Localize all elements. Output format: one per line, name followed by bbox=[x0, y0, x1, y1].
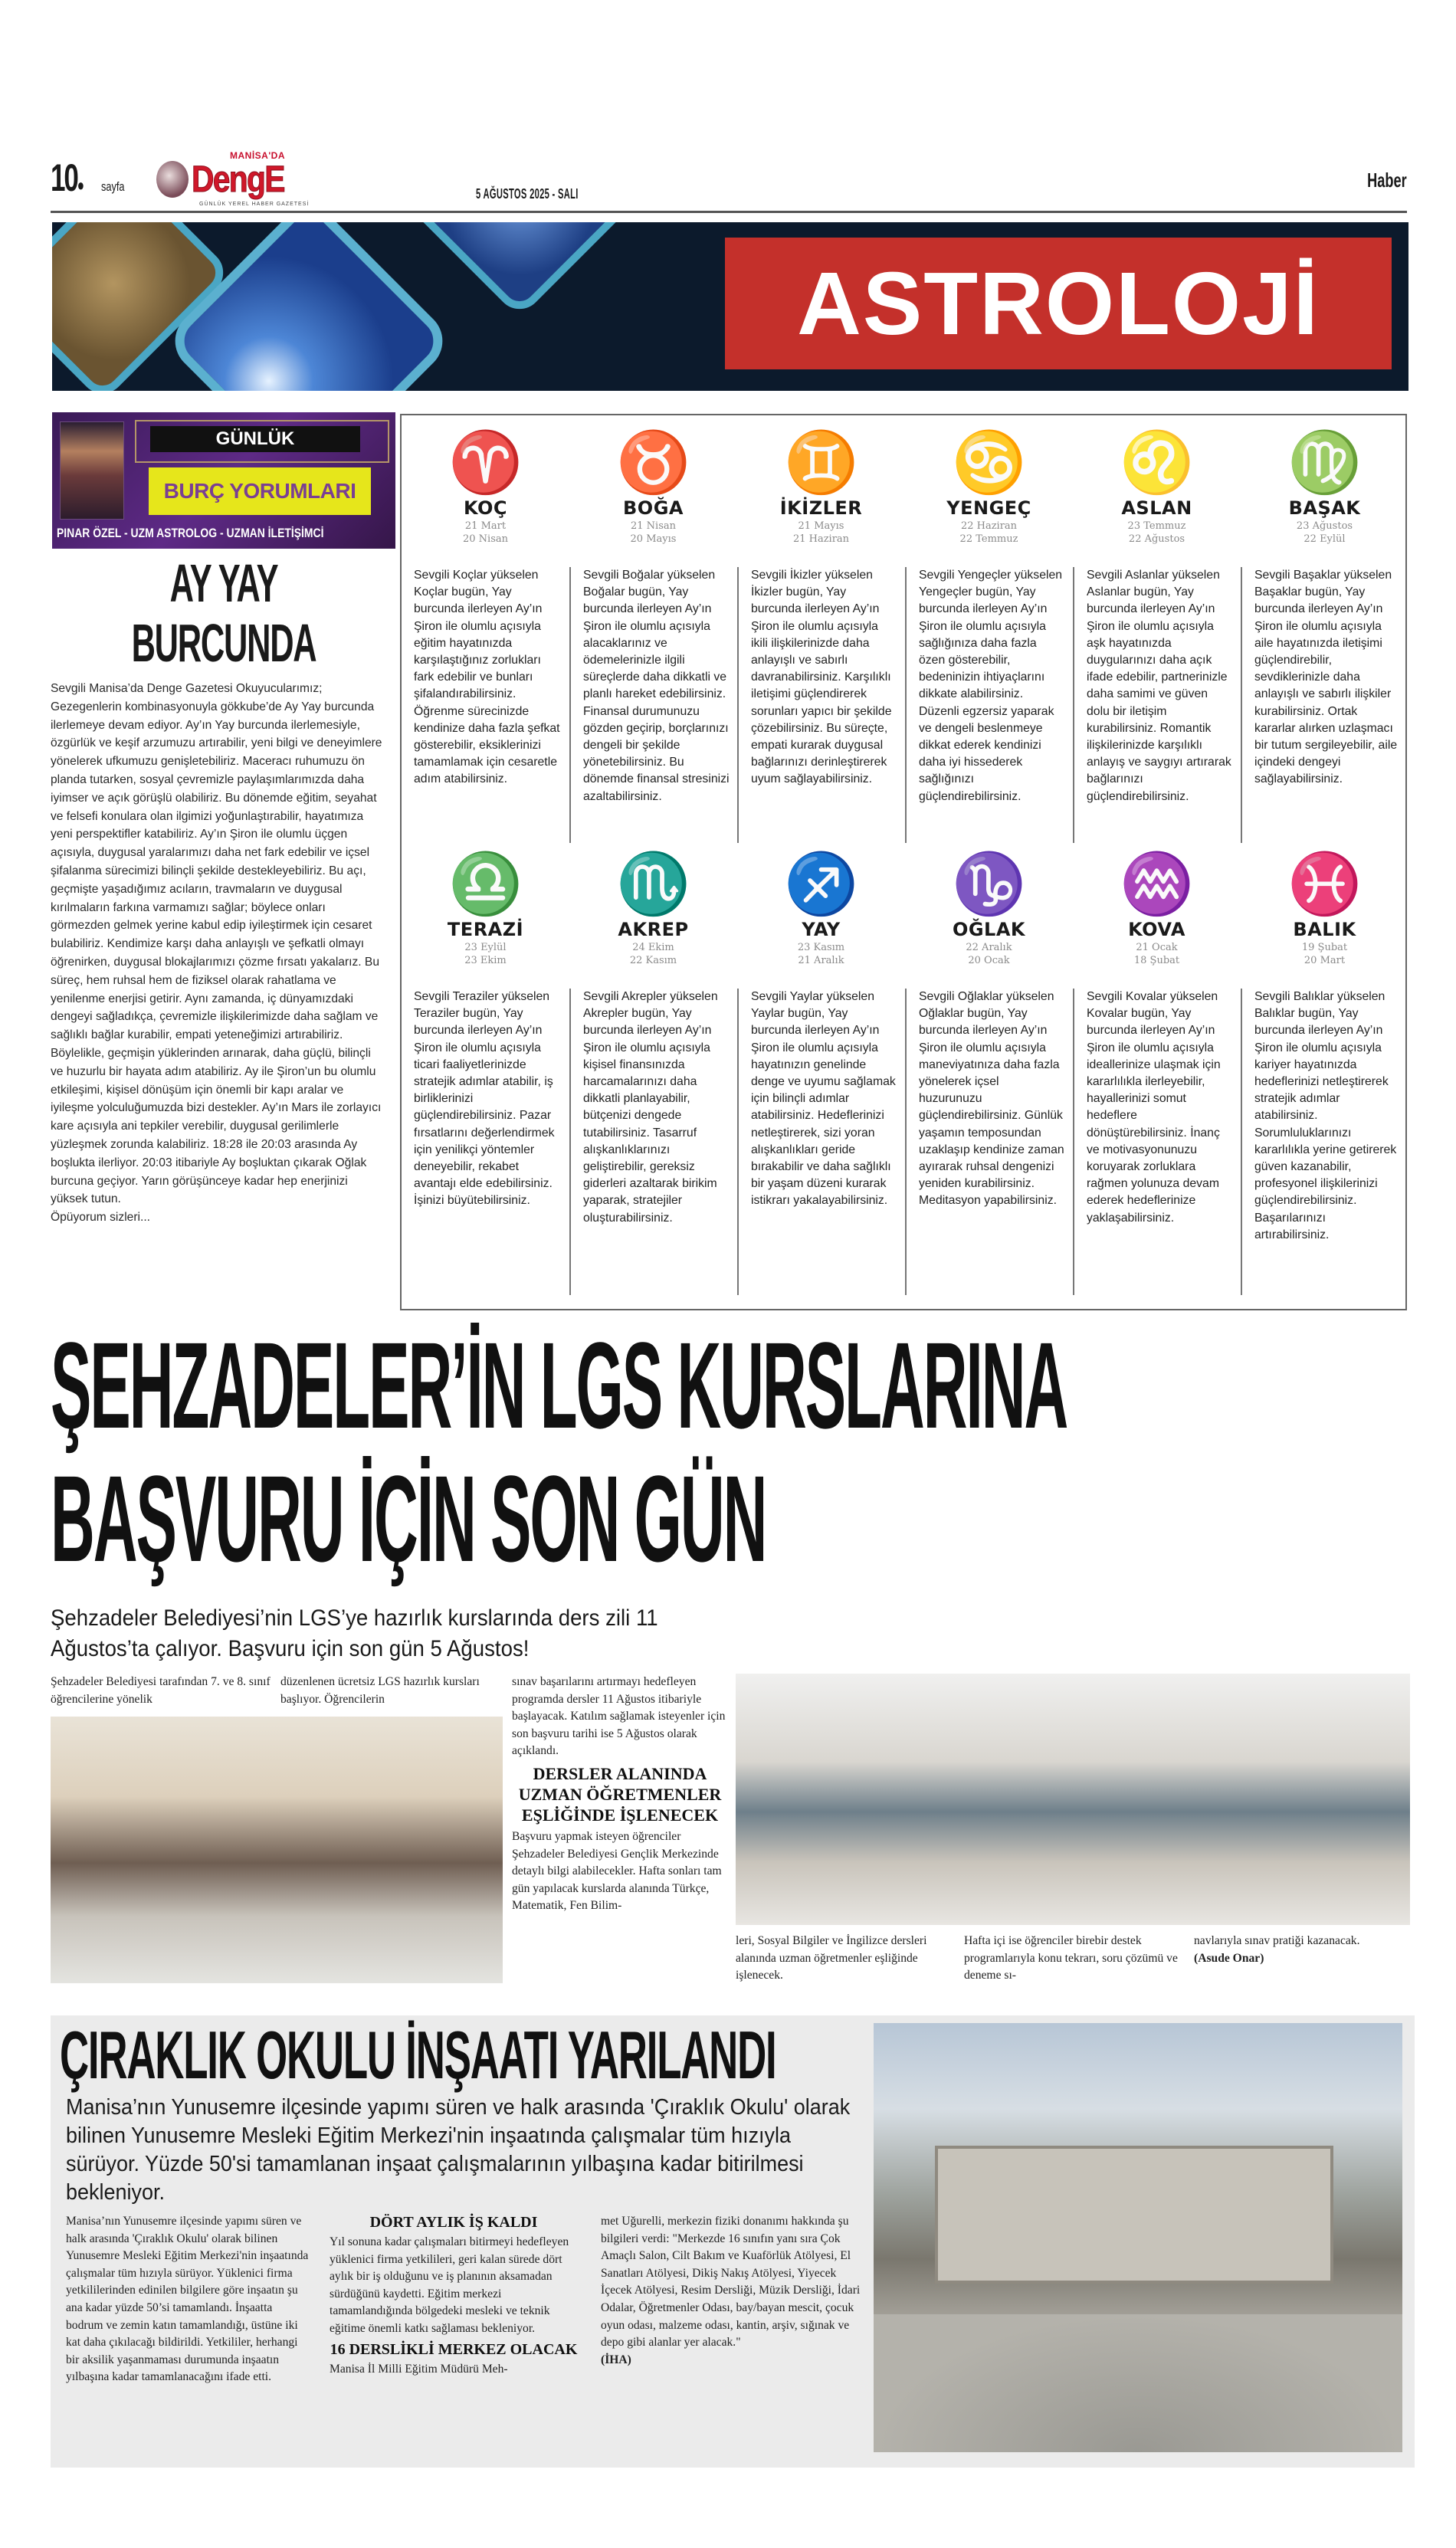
zodiac-forecast-text: Sevgili Koçlar yükselen Koçlar bugün, Yay burcunda ilerleyen Ay’ın Şiron ile olumlu açısıyla eğitim hayatınızda karşılaştığınız zorlukları fark edebilir ve bunları şifalandırabilirsiniz. Öğrenme sürecinizde kendinize daha fazla şefkat gösterebilir, eksiklerinizi tamamlamak için cesaretle adım atabilirsiniz. bbox=[414, 569, 560, 786]
cirak-body-col1: Manisa’nın Yunusemre ilçesinde yapımı süren ve halk arasında 'Çıraklık Okulu' olarak bilinen Yunusemre Mesleki Eğitim Merkezi'nin inşaatında çalışmalar tüm hızıyla sürüyor. Yüklenici firma yetkililerinden edinilen bilgilere göre inşaatın şu ana kadar yüzde 50’si tamamlandı. İnşaatta bodrum ve zemin katın tamamlandığı, üstüne iki kat daha çıkılacağı bildirildi. Yetkililer, herhangi bir aksilik yaşanmaması durumunda inşaatın yılbaşına kadar tamamlanacağını ifade etti. bbox=[66, 2215, 309, 2384]
zodiac-date-to: 21 Aralık bbox=[798, 955, 844, 966]
horoscope-title-line1: AY YAY bbox=[169, 553, 278, 613]
gravel-pile bbox=[874, 2314, 1402, 2452]
horoscope-intro-body bbox=[51, 680, 386, 1308]
daily-horoscope-badge bbox=[52, 412, 395, 549]
lgs-body-col4: leri, Sosyal Bilgiler ve İngilizce dersleri alanında uzman öğretmenler eşliğinde işlenecek. bbox=[736, 1934, 927, 1982]
zodiac-date-from: 23 Ağustos bbox=[1296, 520, 1353, 532]
construction-site-photo bbox=[874, 2023, 1402, 2452]
zodiac-date-from: 24 Ekim bbox=[632, 942, 674, 953]
cirak-middle-column bbox=[330, 2213, 578, 2378]
building-frame bbox=[935, 2146, 1333, 2284]
zodiac-date-from: 23 Kasım bbox=[797, 942, 845, 953]
zodiac-name: ASLAN bbox=[1121, 497, 1192, 519]
zodiac-name: BOĞA bbox=[623, 497, 684, 519]
astroloji-banner bbox=[52, 222, 1408, 391]
zodiac-name: YAY bbox=[802, 919, 841, 940]
capricorn-icon: ♑ bbox=[951, 850, 1027, 917]
libra-icon: ♎ bbox=[448, 850, 523, 917]
cirak-deck: Manisa’nın Yunusemre ilçesinde yapımı süren ve halk arasında 'Çıraklık Okulu' olarak bilinen Yunusemre Mesleki Eğitim Merkezi'nin inşaatında çalışmalar tüm hızıyla sürüyor. Yüzde 50'si tamamlanan inşaat çalışmalarının yılbaşına kadar bitirilmesi bekleniyor. bbox=[66, 2095, 851, 2205]
banner-title: ASTROLOJİ bbox=[797, 254, 1320, 353]
zodiac-name: YENGEÇ bbox=[946, 497, 1031, 519]
badge-top-label: GÜNLÜK bbox=[150, 426, 360, 452]
zodiac-date-from: 22 Aralık bbox=[966, 942, 1012, 953]
zodiac-name: KOVA bbox=[1128, 919, 1185, 940]
lgs-body-col3: sınav başarılarını artırmayı hedefleyen programda dersler 11 Ağustos itibariyle başlayacak. Katılım sağlamak isteyenler için son başvuru tarihi ise 5 Ağustos olarak açıklandı. bbox=[512, 1675, 726, 1758]
zodiac-grid bbox=[400, 414, 1407, 1310]
zodiac-forecast-text: Sevgili İkizler yükselen İkizler bugün, Yay burcunda ilerleyen Ay’ın Şiron ile olumlu açısıyla ikili ilişkilerinizde daha anlayışlı ve sabırlı davranabilirsiniz. Karşılıklı iletişimi güçlendirerek sorunları yapıcı bir şekilde çözebilirsiniz. Bu süreçte, empati kurarak duygusal bağlarınızı derinleştirerek uyum sağlayabilirsiniz. bbox=[737, 567, 905, 843]
lgs-body-col1: Şehzadeler Belediyesi tarafından 7. ve 8. sınıf öğrencilerine yönelik bbox=[51, 1675, 271, 1706]
zodiac-date-to: 22 Ağustos bbox=[1128, 533, 1185, 545]
zodiac-date-to: 22 Eylül bbox=[1304, 533, 1346, 545]
cirak-byline: (İHA) bbox=[601, 2353, 631, 2366]
zodiac-header-12 bbox=[1241, 849, 1408, 979]
cirak-body-col2b: Manisa İl Milli Eğitim Müdürü Meh- bbox=[330, 2362, 508, 2376]
zodiac-header-10 bbox=[905, 849, 1073, 979]
astrologer-credit: PINAR ÖZEL - UZM ASTROLOG - UZMAN İLETİŞİMCİ bbox=[57, 526, 324, 540]
issue-date: 5 AĞUSTOS 2025 - SALI bbox=[476, 186, 579, 202]
logo-small-text: MANİSA'DA bbox=[230, 150, 286, 161]
taurus-icon: ♉ bbox=[615, 428, 691, 496]
zodiac-name: KOÇ bbox=[463, 497, 508, 519]
zodiac-date-to: 20 Nisan bbox=[462, 533, 508, 545]
zodiac-header-7 bbox=[402, 849, 569, 979]
logo-main-text: DengE bbox=[192, 159, 284, 200]
lgs-byline: (Asude Onar) bbox=[1194, 1951, 1264, 1965]
section-label: Haber bbox=[1367, 169, 1407, 192]
zodiac-forecast-text: Sevgili Başaklar yükselen Başaklar bugün, Yay burcunda ilerleyen Ay’ın Şiron ile olumlu açısıyla aile hayatınızda iletişimi güçlendirebilir, sevdiklerinizle daha anlayışlı ve sabırlı ilişkiler kurabilirsiniz. Ortak kararlar alırken uzlaşmacı bir tutum sergileyebilir, aile içindeki dengeyi sağlayabilirsiniz. bbox=[1241, 567, 1408, 843]
horoscope-intro-text: Sevgili Manisa’da Denge Gazetesi Okuyucularımız; Gezegenlerin kombinasyonuyla gökkube’de Ay Yay burcunda ilerlemeye devam ediyor. Ay’ın Yay burcunda ilerlemesiyle, özgürlük ve keşif arzumuzu artırabilir, yeni bilgi ve deneyimlere yönelerek ufkumuzu genişletebiliriz. Maceracı ruhumuzu ön planda tutarken, sosyal çevremizle paylaşımlarımızda daha iyimser ve açık görüşlü olabiliriz. Bu dönemde eğitim, seyahat ve felsefi konulara olan ilgimizi yoğunlaştırabilir, hayatımıza yeni perspektifler katabiliriz. Ay’ın Şiron ile olumlu üçgen açısıyla, duygusal yaralarımızı daha net fark edebilir ve içsel şifalanma sürecimizi bilinçli şekilde destekleyebiliriz. Bu açı, geçmişte yaşadığımız acıların, travmaların ve duygusal kırılmaların farkına varmamızı sağlar; böylece onları görmezden gelmek yerine kabul edip iyileştirmek için cesaret bulabiliriz. Kendimize karşı daha anlayışlı ve şefkatli olmayı öğrenirken, duygusal blokajlarımızı çözme fırsatı yakalarız. Bu süreç, hem ruhsal hem de fiziksel olarak rahatlama ve yenilenme enerjisi getirir. Aynı zamanda, iç dünyamızdaki dengeyi sağladıkça, çevremizle ilişkilerimizde daha sağlam ve sağlıklı bağlar kurabilir, empati yeteneğimizi artırabiliriz. Böylelikle, geçmişin yüklerinden arınarak, daha güçlü, bilinçli ve huzurlu bir hayata adım atabiliriz. Ay ile Şiron’un bu olumlu etkileşimi, kişisel dönüşüm için önemli bir kapı aralar ve iyileşme yolculuğumuzda bizi destekler. Ay’ın Mars ile zorlayıcı kare açısıyla ani tepkiler verebilir, duygusal gerilimlerle yüzleşmek zorunda kalabiliriz. 18:28 ile 20:03 arasında Ay boşlukta ilerliyor. 20:03 itibariyle Ay boşluktan çıkarak Oğlak burcuna geçiyor. Yarın görüşünceye kadar hep enerjinizi yüksek tutun. bbox=[51, 682, 382, 1206]
banner-title-box bbox=[725, 238, 1392, 369]
logo-globe-icon bbox=[156, 161, 189, 198]
zodiac-name: OĞLAK bbox=[952, 919, 1026, 940]
lgs-body-col5: Hafta içi ise öğrenciler birebir destek programlarıyla konu tekrarı, soru çözümü ve deneme sı- bbox=[964, 1934, 1178, 1982]
pisces-icon: ♓ bbox=[1287, 850, 1363, 917]
lgs-body-col6-text: navlarıyla sınav pratiği kazanacak. bbox=[1194, 1934, 1360, 1947]
aquarius-icon: ♒ bbox=[1119, 850, 1195, 917]
zodiac-name: BAŞAK bbox=[1288, 497, 1361, 519]
zodiac-forecast-text: Sevgili Yengeçler yükselen Yengeçler bugün, Yay burcunda ilerleyen Ay’ın Şiron ile olumlu açısıyla sağlığınıza daha fazla özen gösterebilir, bedeninizin ihtiyaçlarını dikkate alabilirsiniz. Düzenli egzersiz yaparak ve dengeli beslenmeye dikkat ederek kendinizi daha iyi hissederek sağlığınızı güçlendirebilirsiniz. bbox=[905, 567, 1073, 843]
virgo-icon: ♍ bbox=[1287, 428, 1363, 496]
cirak-body-col2: Yıl sonuna kadar çalışmaları bitirmeyi hedefleyen yüklenici firma yetkilileri, geri kalan sürede dört aylık bir iş olduğunu ve iş planının aksamadan sürdüğünü kaydetti. Eğitim merkezi tamamlandığında bölgedeki mesleki ve teknik eğitime önemli katkı sağlaması bekleniyor. bbox=[330, 2235, 569, 2335]
zodiac-forecast-text: Sevgili Akrepler yükselen Akrepler bugün, Yay burcunda ilerleyen Ay’ın Şiron ile olumlu açısıyla kişisel finansınızda harcamalarınızı daha dikkatli planlayabilir, bütçenizi dengede tutabilirsiniz. Tasarruf alışkanlıklarınızı geliştirebilir, gereksiz giderleri azaltarak birikim yaparak, stratejiler oluşturabilirsiniz. bbox=[569, 989, 737, 1295]
zodiac-header-3 bbox=[737, 428, 905, 558]
masthead bbox=[51, 150, 1407, 213]
zodiac-date-from: 22 Haziran bbox=[960, 520, 1018, 532]
zodiac-forecast-text: Sevgili Aslanlar yükselen Aslanlar bugün, Yay burcunda ilerleyen Ay’ın Şiron ile olumlu açısıyla aşk hayatınızda duygularınızı daha açık ifade edebilir, partnerinizle daha samimi ve güven dolu bir iletişim kurabilirsiniz. Romantik ilişkilerinizde karşılıklı anlayış ve saygıyı artırarak bağlarınızı güçlendirebilirsiniz. bbox=[1073, 567, 1241, 843]
zodiac-name: BALIK bbox=[1293, 919, 1356, 940]
zodiac-forecast-text: Sevgili Teraziler yükselen Teraziler bugün, Yay burcunda ilerleyen Ay’ın Şiron ile olumlu açısıyla ticari faaliyetlerinizde stratejik adımlar atabilir, iş birliklerinizi güçlendirebilirsiniz. Pazar fırsatlarını değerlendirmek için yenilikçi yöntemler deneyebilir, rekabet avantajı elde edebilirsiniz. İşinizi büyütebilirsiniz. bbox=[414, 990, 555, 1208]
zodiac-date-from: 23 Eylül bbox=[464, 942, 507, 953]
zodiac-header-2 bbox=[569, 428, 737, 558]
zodiac-date-from: 21 Mayıs bbox=[798, 520, 844, 532]
lgs-body-col3b: Başvuru yapmak isteyen öğrenciler Şehzadeler Belediyesi Gençlik Merkezinde detaylı bilgi alabilecekler. Hafta sonları tam gün yapılacak kurslarda alanında Türkçe, Matematik, Fen Bilim- bbox=[512, 1829, 722, 1913]
cancer-icon: ♋ bbox=[951, 428, 1027, 496]
lgs-classroom-photo-2 bbox=[736, 1674, 1410, 1925]
zodiac-forecast-text: Sevgili Boğalar yükselen Boğalar bugün, Yay burcunda ilerleyen Ay’ın Şiron ile olumlu açısıyla alacaklarınız ve ödemelerinizle ilgili süreçlerde daha dikkatli ve planlı hareket edebilirsiniz. Finansal durumunuzu gözden geçirip, borçlarınızı dengeli bir şekilde yönetebilirsiniz. Bu dönemde finansal stresinizi azaltabilirsiniz. bbox=[569, 567, 737, 843]
aries-icon: ♈ bbox=[448, 428, 523, 496]
zodiac-date-from: 21 Nisan bbox=[630, 520, 676, 532]
lgs-body-col2: düzenlenen ücretsiz LGS hazırlık kursları başlıyor. Öğrencilerin bbox=[280, 1675, 480, 1706]
horoscope-title bbox=[117, 553, 330, 673]
zodiac-header-6 bbox=[1241, 428, 1408, 558]
page-number-value: 10 bbox=[51, 156, 77, 199]
sagittarius-icon: ♐ bbox=[783, 850, 859, 917]
horoscope-signoff: Öpüyorum sizleri... bbox=[51, 1211, 150, 1225]
banner-zodiac-wheel-image bbox=[400, 222, 638, 319]
zodiac-date-from: 19 Şubat bbox=[1301, 942, 1348, 953]
zodiac-name: AKREP bbox=[618, 919, 689, 940]
scorpio-icon: ♏ bbox=[615, 850, 691, 917]
zodiac-date-from: 21 Ocak bbox=[1136, 942, 1178, 953]
zodiac-date-to: 20 Mart bbox=[1304, 955, 1346, 966]
zodiac-forecast-text: Sevgili Kovalar yükselen Kovalar bugün, Yay burcunda ilerleyen Ay’ın Şiron ile olumlu açısıyla ideallerinize ulaşmak için kararlılıkla ilerleyebilir, hayallerinizi somut hedeflere dönüştürebilirsiniz. İnanç ve motivasyonunuzu koruyarak zorluklara rağmen yolunuza devam ederek hedeflerinize yaklaşabilirsiniz. bbox=[1073, 989, 1241, 1295]
zodiac-date-to: 23 Ekim bbox=[464, 955, 507, 966]
zodiac-header-8 bbox=[569, 849, 737, 979]
cirak-subhead-2: 16 DERSLİKLİ MERKEZ OLACAK bbox=[330, 2340, 578, 2358]
lgs-headline-line2[interactable]: BAŞVURU İÇİN SON GÜN bbox=[51, 1450, 766, 1587]
zodiac-name: TERAZİ bbox=[447, 919, 524, 940]
zodiac-header-11 bbox=[1073, 849, 1241, 979]
cirak-subhead-1: DÖRT AYLIK İŞ KALDI bbox=[369, 2214, 538, 2231]
zodiac-header-4 bbox=[905, 428, 1073, 558]
zodiac-name: İKİZLER bbox=[779, 497, 863, 519]
astrologer-photo bbox=[60, 421, 124, 520]
lgs-middle-column bbox=[512, 1674, 728, 2003]
badge-main-label: BURÇ YORUMLARI bbox=[149, 467, 371, 515]
zodiac-date-to: 22 Kasım bbox=[629, 955, 677, 966]
lgs-body-col6 bbox=[1194, 1933, 1412, 1967]
zodiac-date-to: 20 Mayıs bbox=[630, 533, 677, 545]
horoscope-title-line2: BURCUNDA bbox=[131, 613, 316, 673]
zodiac-forecast-text: Sevgili Oğlaklar yükselen Oğlaklar bugün, Yay burcunda ilerleyen Ay’ın Şiron ile olumlu açısıyla maneviyatınıza daha fazla yönelerek içsel huzurunuzu güçlendirebilirsiniz. Günlük yaşamın temposundan uzaklaşıp kendinize zaman ayırarak ruhsal dengenizi yeniden kurabilirsiniz. Meditasyon yapabilirsiniz. bbox=[905, 989, 1073, 1295]
zodiac-date-from: 23 Temmuz bbox=[1127, 520, 1186, 532]
gemini-icon: ♊ bbox=[783, 428, 859, 496]
zodiac-header-1 bbox=[402, 428, 569, 558]
zodiac-date-to: 21 Haziran bbox=[792, 533, 850, 545]
logo-tagline: GÜNLÜK YEREL HABER GAZETESİ bbox=[199, 202, 310, 207]
lgs-classroom-photo-1 bbox=[51, 1717, 503, 1983]
cirak-body-col3 bbox=[601, 2213, 861, 2369]
zodiac-header-5 bbox=[1073, 428, 1241, 558]
zodiac-header-9 bbox=[737, 849, 905, 979]
lgs-subhead: DERSLER ALANINDA UZMAN ÖĞRETMENLER EŞLİĞİNDE İŞLENECEK bbox=[518, 1763, 722, 1825]
zodiac-forecast-text: Sevgili Balıklar yükselen Balıklar bugün, Yay burcunda ilerleyen Ay’ın Şiron ile olumlu açısıyla kariyer hayatınızda hedeflerinizi netleştirerek stratejik adımlar atabilirsiniz. Sorumluluklarınızı kararlılıkla yerine getirerek güven kazanabilir, profesyonel ilişkilerinizi güçlendirebilirsiniz. Başarılarınızı artırabilirsiniz. bbox=[1241, 989, 1408, 1295]
zodiac-date-to: 20 Ocak bbox=[968, 955, 1010, 966]
cirak-headline[interactable]: ÇIRAKLIK OKULU İNŞAATI YARILANDI bbox=[60, 2017, 776, 2093]
zodiac-date-to: 18 Şubat bbox=[1133, 955, 1180, 966]
zodiac-date-to: 22 Temmuz bbox=[959, 533, 1018, 545]
page-word: sayfa bbox=[101, 179, 125, 194]
leo-icon: ♌ bbox=[1119, 428, 1195, 496]
lgs-deck: Şehzadeler Belediyesi’nin LGS’ye hazırlık kurslarında ders zili 11 Ağustos’ta çalıyor. Başvuru için son gün 5 Ağustos! bbox=[51, 1605, 658, 1661]
page-number bbox=[51, 156, 83, 207]
zodiac-forecast-text: Sevgili Yaylar yükselen Yaylar bugün, Yay burcunda ilerleyen Ay’ın Şiron ile olumlu açısıyla hayatınızın genelinde denge ve uyumu sağlamak için bilinçli adımlar atabilirsiniz. Hedeflerinizi netleştirerek, sizi yoran alışkanlıkları geride bırakabilir ve daha sağlıklı bir yaşam düzeni kurarak istikrarı yakalayabilirsiniz. bbox=[737, 989, 905, 1295]
zodiac-date-from: 21 Mart bbox=[464, 520, 507, 532]
page-number-dot: ● bbox=[77, 175, 83, 195]
cirak-body-col3-text: met Uğurelli, merkezin fiziki donanımı hakkında şu bilgileri verdi: "Merkezde 16 sınıfın yanı sıra Çok Amaçlı Salon, Cilt Bakım ve Kuaförlük Atölyesi, El Sanatları Atölyesi, Dikiş Nakış Atölyesi, Yiyecek İçecek Atölyesi, Resim Dersliği, Müzik Dersliği, İdari Odalar, Öğretmenler Odası, bay/bayan mescit, çocuk oyun odası, malzeme odası, kantin, arşiv, sığınak ve depo gibi alanlar yer alacak." bbox=[601, 2215, 861, 2350]
lgs-headline-line1[interactable]: ŞEHZADELER’İN LGS KURSLARINA bbox=[51, 1317, 1067, 1454]
newspaper-logo[interactable] bbox=[156, 150, 402, 210]
